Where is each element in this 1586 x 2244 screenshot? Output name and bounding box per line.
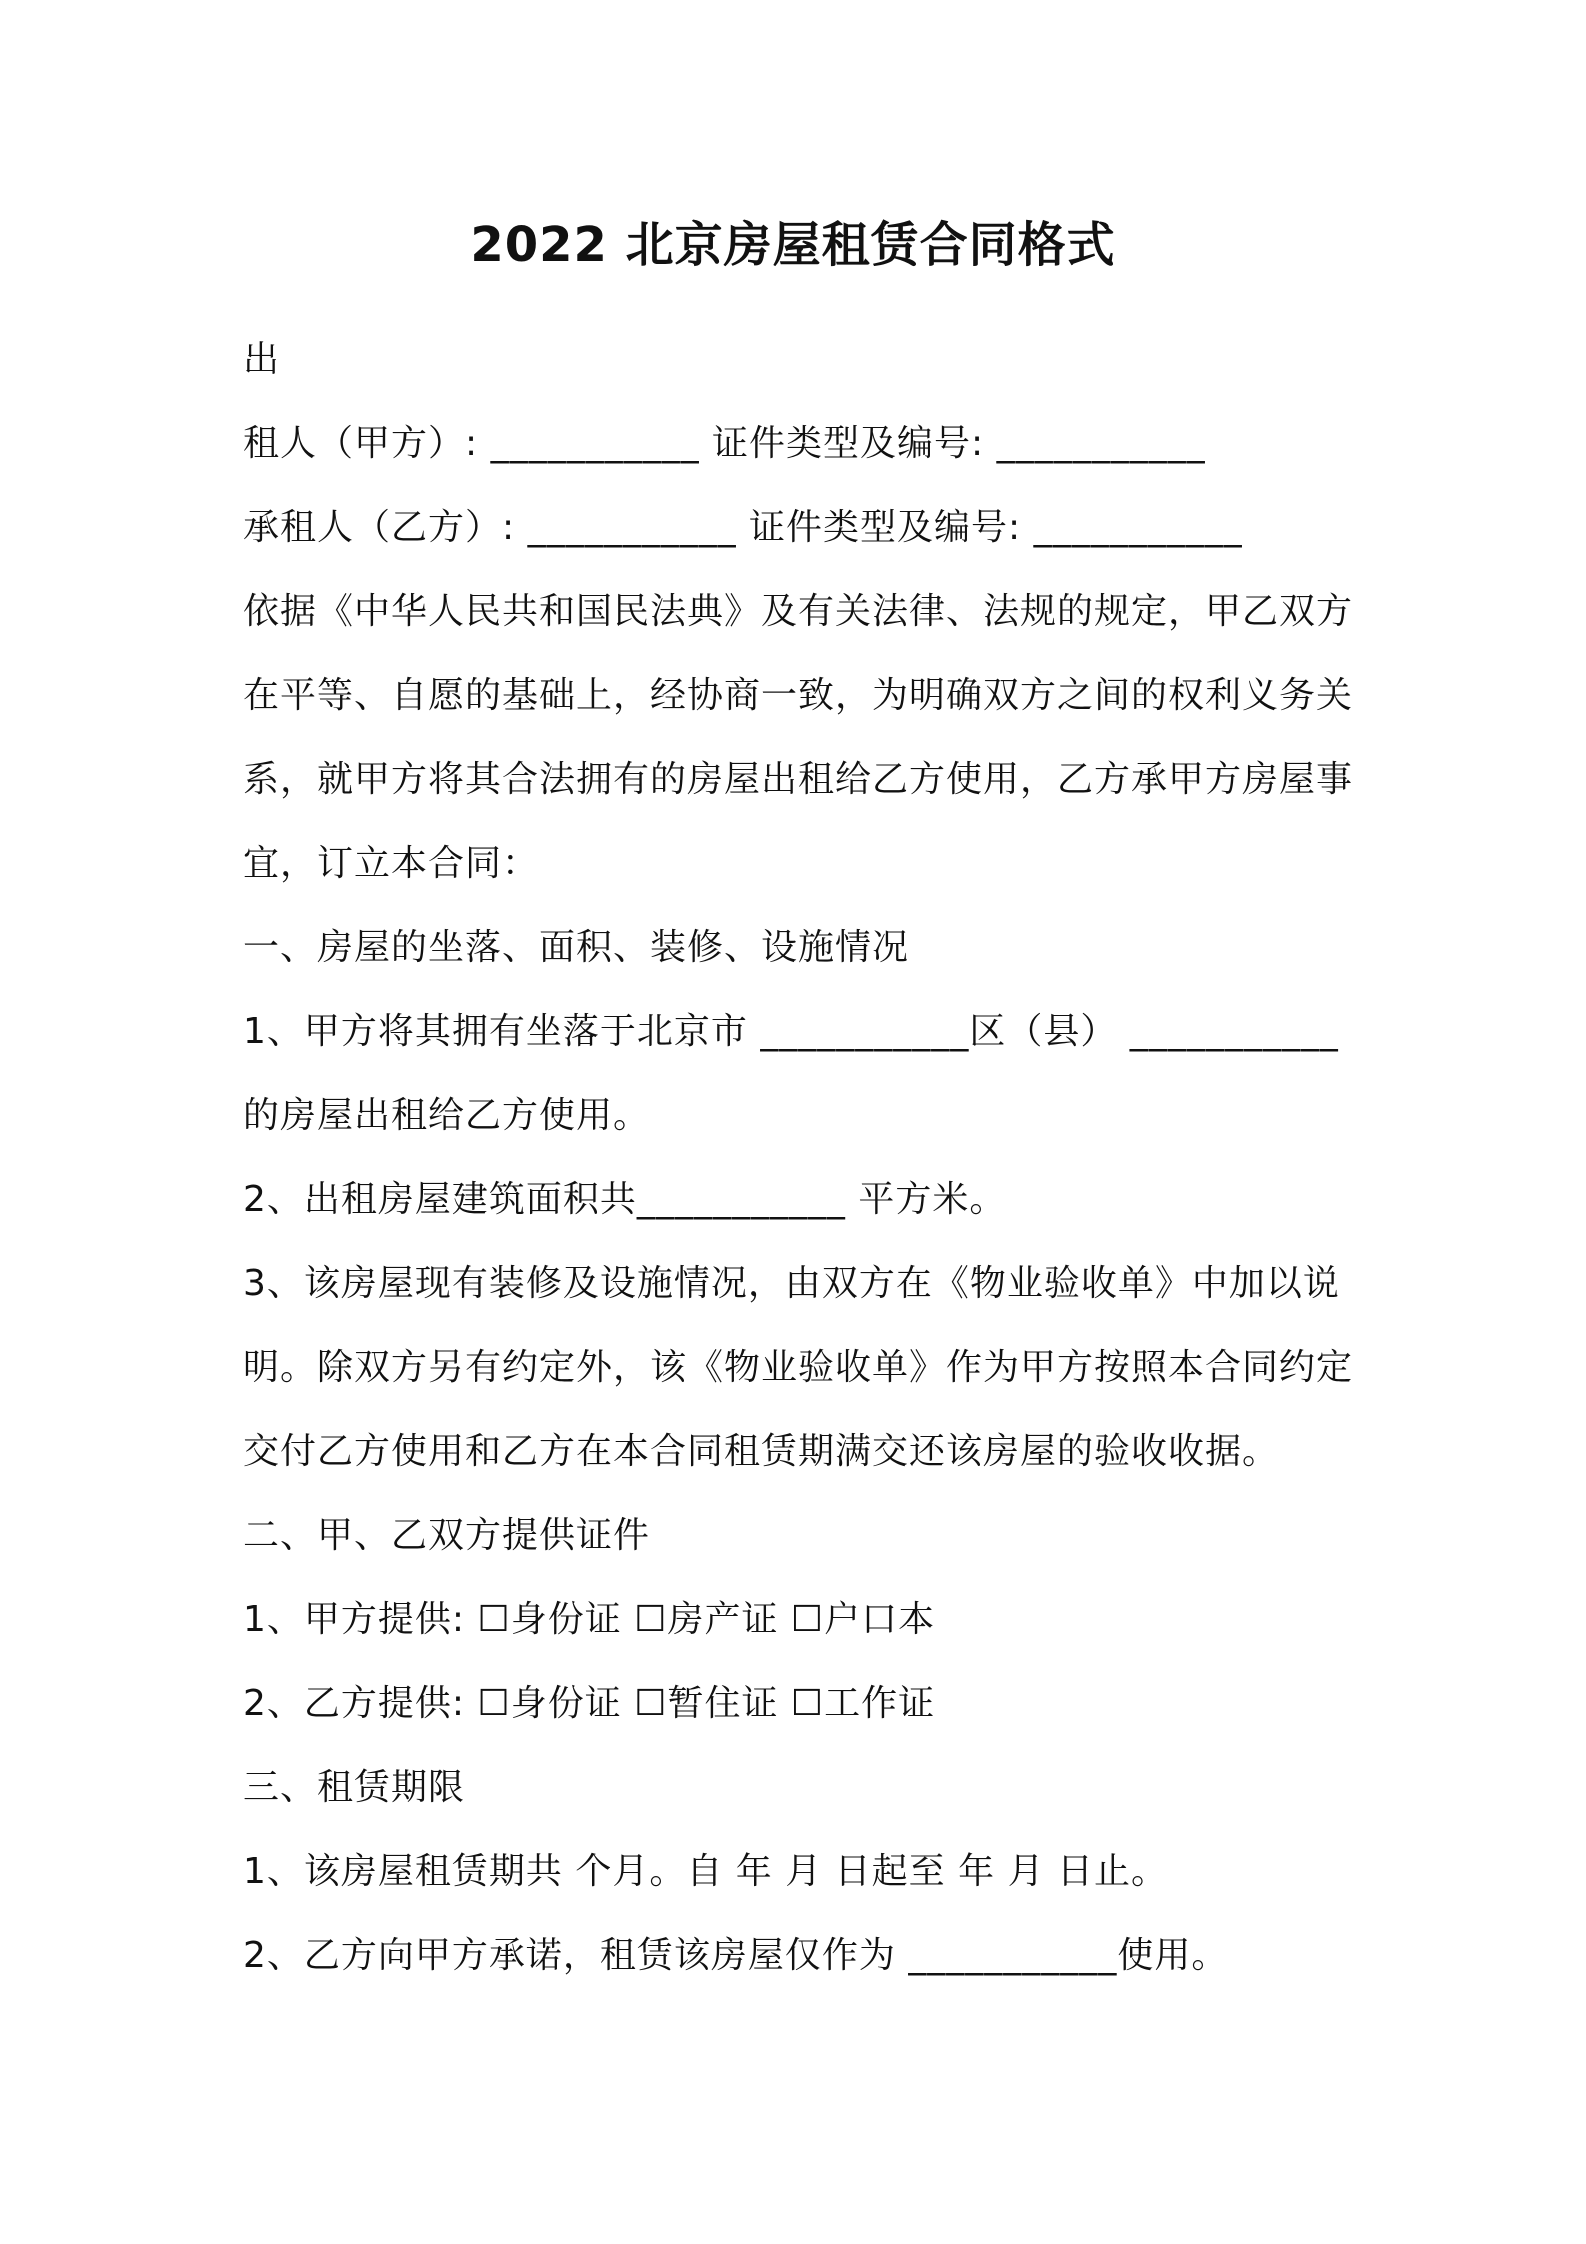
lessee-line: 承租人（乙方）: ___________ 证件类型及编号: ___________: [243, 507, 1243, 548]
clause-2-2: 2、乙方提供: ☐身份证 ☐暂住证 ☐工作证: [243, 1683, 936, 1724]
document-title: 2022 北京房屋租赁合同格式: [470, 217, 1116, 273]
paragraph-line: 在平等、自愿的基础上，经协商一致，为明确双方之间的权利义务关: [243, 675, 1354, 716]
paragraph-line: 宜，订立本合同：: [243, 843, 540, 884]
document-body: [243, 318, 1353, 1998]
paragraph-line: 系，就甲方将其合法拥有的房屋出租给乙方使用，乙方承甲方房屋事: [243, 759, 1354, 800]
clause-1-2: 2、出租房屋建筑面积共___________ 平方米。: [243, 1179, 1007, 1220]
lessor-line: 租人（甲方）: ___________ 证件类型及编号: ___________: [243, 423, 1206, 464]
clause-1-1-cont: 的房屋出租给乙方使用。: [243, 1095, 651, 1136]
clause-3-1: 1、该房屋租赁期共 个月。自 年 月 日起至 年 月 日止。: [243, 1851, 1169, 1892]
clause-3-2: 2、乙方向甲方承诺，租赁该房屋仅作为 ___________使用。: [243, 1935, 1229, 1976]
clause-1-3-cont: 交付乙方使用和乙方在本合同租赁期满交还该房屋的验收收据。: [243, 1431, 1280, 1472]
clause-1-1: 1、甲方将其拥有坐落于北京市 ___________区（县） ___________: [243, 1011, 1339, 1052]
clause-1-3-cont: 明。除双方另有约定外，该《物业验收单》作为甲方按照本合同约定: [243, 1347, 1354, 1388]
clause-2-1: 1、甲方提供: ☐身份证 ☐房产证 ☐户口本: [243, 1599, 936, 1640]
section-heading-3: 三、租赁期限: [243, 1767, 466, 1808]
paragraph-line: 依据《中华人民共和国民法典》及有关法律、法规的规定，甲乙双方: [243, 591, 1354, 632]
section-heading-2: 二、甲、乙双方提供证件: [243, 1515, 651, 1556]
body-line-1: 出: [243, 339, 281, 380]
section-heading-1: 一、房屋的坐落、面积、装修、设施情况: [243, 927, 910, 968]
clause-1-3: 3、该房屋现有装修及设施情况，由双方在《物业验收单》中加以说: [243, 1263, 1340, 1304]
